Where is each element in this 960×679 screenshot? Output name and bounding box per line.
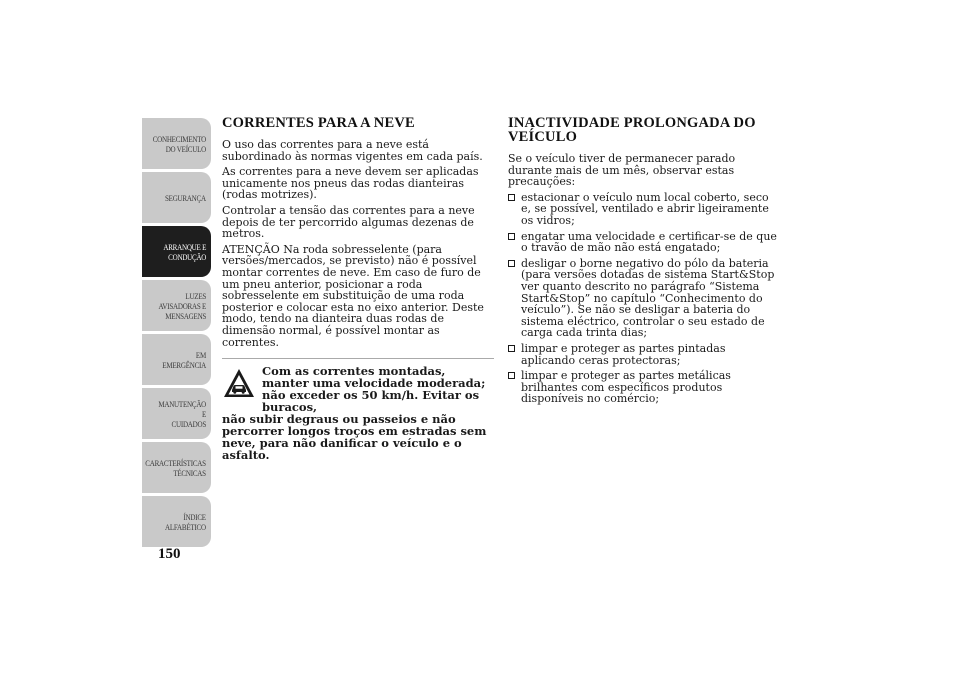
list-item-text: estacionar o veículo num local coberto, seco e, se possível, ventilado e abrir ligeiramente os vidros; (521, 190, 769, 227)
paragraph: As correntes para a neve devem ser aplicadas unicamente nos pneus das rodas dianteiras (rodas motrizes). (222, 165, 479, 202)
precautions-list (508, 192, 780, 405)
tab-label: CARACTERÍSTICAS TÉCNICAS (145, 457, 206, 478)
intro-paragraph: Se o veículo tiver de permanecer parado durante mais de um mês, observar estas precauções: (508, 152, 736, 189)
paragraph: Controlar a tensão das correntes para a neve depois de ter percorrido algumas dezenas de metros. (222, 203, 475, 241)
tab-label: SEGURANÇA (165, 192, 206, 203)
warning-text: Com as correntes montadas, manter uma velocidade moderada; não exceder os 50 km/h. Evitar os buracos, (262, 364, 486, 415)
paragraph: O uso das correntes para a neve está subordinado às normas vigentes em cada país. (222, 138, 483, 163)
page-number: 150 (158, 546, 181, 562)
list-item-text: limpar e proteger as partes pintadas aplicando ceras protectoras; (521, 341, 726, 367)
tab-conhecimento-do-veiculo[interactable] (142, 118, 211, 169)
tab-label: LUZES AVISADORAS E MENSAGENS (158, 290, 206, 321)
checkbox-bullet-icon (508, 194, 515, 201)
warning-notice-head (222, 365, 494, 413)
checkbox-bullet-icon (508, 345, 515, 352)
paragraph: ATENÇÃO Na roda sobresselente (para versões/mercados, se previsto) não é possível montar correntes de neve. Em caso de furo de um pneu anterior, posicionar a roda sobresselente em substituição de uma roda posterior e colocar esta no eixo anterior. Deste modo, tendo na dianteira duas rodas de dimensão normal, é possível montar as correntes. (222, 242, 484, 349)
car-warning-icon (222, 366, 256, 400)
section-title: INACTIVIDADE PROLONGADA DO VEÍCULO (508, 115, 756, 145)
snow-chains-section (222, 116, 494, 465)
checkbox-bullet-icon (508, 260, 515, 267)
tab-caracteristicas-tecnicas[interactable] (142, 442, 211, 493)
tab-label: EM EMERGÊNCIA (162, 349, 206, 370)
list-item (508, 258, 780, 339)
warning-text-continued: não subir degraus ou passeios e não percorrer longos troços em estradas sem neve, para não danificar o veículo e o asfalto. (222, 412, 487, 463)
tab-manutencao-e-cuidados[interactable] (142, 388, 211, 439)
tab-indice-alfabetico[interactable] (142, 496, 211, 547)
list-item (508, 192, 780, 227)
list-item-text: desligar o borne negativo do pólo da bateria (para versões dotadas de sistema Start&Stop ver quanto descrito no parágrafo “Sistema Start&Stop” no capítulo “Conhecimento do veículo”). Se não se desligar a bateria do sistema eléctrico, controlar o seu estado de carga cada trinta dias; (521, 256, 775, 340)
tab-luzes-avisadoras-e-mensagens[interactable] (142, 280, 211, 331)
tab-label: CONHECIMENTO DO VEÍCULO (152, 133, 206, 154)
prolonged-inactivity-section (508, 116, 780, 409)
list-item-text: limpar e proteger as partes metálicas brilhantes com específicos produtos disponíveis no comércio; (521, 369, 731, 406)
checkbox-bullet-icon (508, 372, 515, 379)
list-item (508, 343, 780, 366)
warning-notice (222, 358, 494, 461)
tab-em-emergencia[interactable] (142, 334, 211, 385)
tab-label: ARRANQUE E CONDUÇÃO (163, 241, 206, 262)
list-item-text: engatar uma velocidade e certificar-se de que o travão de mão não está engatado; (521, 229, 777, 255)
list-item (508, 370, 780, 405)
checkbox-bullet-icon (508, 233, 515, 240)
tab-label: ÍNDICE ALFABÉTICO (165, 511, 206, 532)
tab-label: MANUTENÇÃO E CUIDADOS (158, 398, 206, 429)
tab-arranque-e-conducao[interactable] (142, 226, 211, 277)
list-item (508, 231, 780, 254)
section-title: CORRENTES PARA A NEVE (222, 115, 415, 131)
tab-seguranca[interactable] (142, 172, 211, 223)
